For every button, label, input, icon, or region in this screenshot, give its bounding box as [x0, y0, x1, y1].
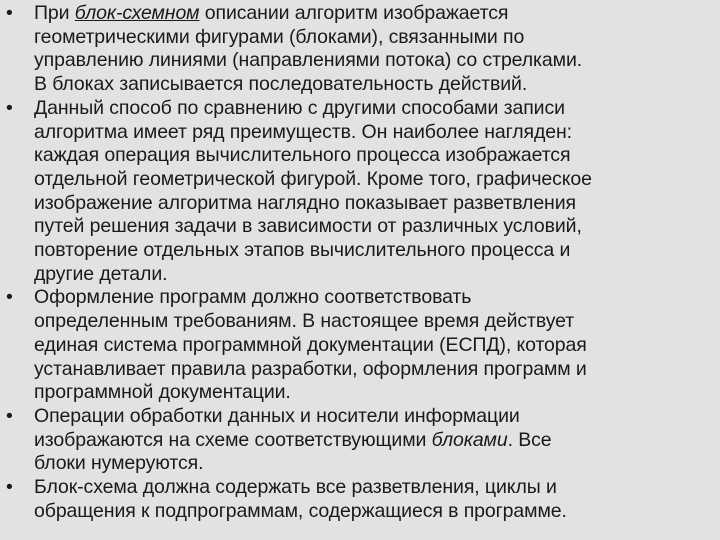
bullet-line: алгоритма имеет ряд преимуществ. Он наиболее нагляден: [34, 120, 573, 143]
bullet-dot-icon: • [6, 96, 13, 119]
bullet-item [0, 476, 720, 523]
bullet-line: устанавливает правила разработки, оформления программ и [34, 357, 587, 380]
italic-term: блок-схемном [74, 2, 200, 24]
bullet-line: изображение алгоритма наглядно показывает разветвления [34, 191, 576, 214]
bullet-line: определенным требованиям. В настоящее время действует [34, 310, 575, 333]
bullet-item [0, 405, 720, 476]
bullet-line: другие детали. [34, 262, 168, 285]
bullet-line: Блок-схема должна содержать все разветвления, циклы и [34, 476, 557, 499]
bullet-line [34, 429, 720, 453]
bullet-line: В блоках записывается последовательность действий. [34, 73, 528, 96]
bullet-dot-icon: • [6, 476, 13, 499]
italic-term: блоками [431, 428, 508, 451]
bullet-dot-icon: • [6, 286, 13, 309]
bullet-line: Операции обработки данных и носители информации [34, 404, 520, 427]
bullet-line: программной документации. [34, 381, 291, 404]
bullet-dot-icon: • [6, 404, 13, 427]
bullet-dot-icon: • [6, 2, 13, 24]
bullet-line: обращения к подпрограммам, содержащиеся в программе. [34, 499, 567, 522]
bullet-line: блоки нумеруются. [34, 452, 204, 475]
bullet-line: каждая операция вычислительного процесса изображается [34, 144, 571, 167]
bullet-line: Данный способ по сравнению с другими способами записи [34, 96, 565, 119]
bullet-item [0, 286, 720, 405]
bullet-line: единая система программной документации (ЕСПД), которая [34, 333, 587, 356]
line-text: При [34, 2, 75, 24]
line-text: описании алгоритм изображается [199, 2, 509, 24]
bullet-line: отдельной геометрической фигурой. Кроме того, графическое [34, 167, 592, 190]
bullet-line: управлению линиями (направлениями потока) со стрелками. [34, 49, 583, 72]
bullet-line: путей решения задачи в зависимости от различных условий, [34, 215, 582, 238]
bullet-line: Оформление программ должно соответствовать [34, 286, 472, 309]
bullet-line: повторение отдельных этапов вычислительного процесса и [34, 239, 571, 262]
bullet-line [34, 2, 720, 26]
line-text: . Все [507, 428, 552, 451]
bullet-item [0, 97, 720, 287]
bullet-item [0, 2, 720, 97]
bullet-line: геометрическими фигурами (блоками), связанными по [34, 25, 525, 48]
line-text: изображаются на схеме соответствующими [34, 428, 432, 451]
bullet-list [0, 2, 720, 523]
